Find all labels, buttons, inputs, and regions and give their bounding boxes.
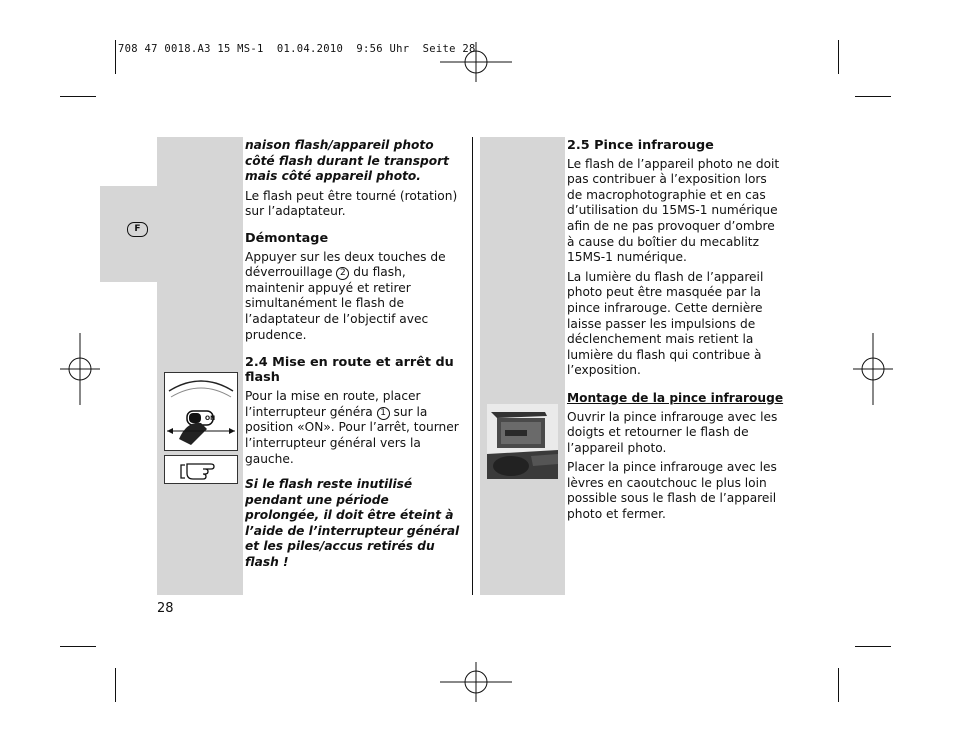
column-divider — [472, 137, 473, 595]
storage-warning: Si le flash reste inutilisé pendant une période prolongée, il doit être éteint à l’aide de l’interrupteur général et les piles/accus retirés du flash ! — [245, 477, 460, 570]
section-25-heading: 2.5 Pince infrarouge — [567, 138, 714, 153]
page-number: 28 — [157, 601, 174, 616]
left-column — [245, 138, 467, 577]
power-text-a: Pour la mise en route, placer l’interrupteur généra — [245, 389, 421, 419]
demontage-text-a: Appuyer sur les deux touches de déverrouillage — [245, 249, 446, 280]
section-24-title: 2.4 Mise en route et arrêt du flash — [245, 355, 454, 386]
transport-warning-intro: naison flash/appareil photo côté flash durant le transport mais côté appareil photo. — [245, 138, 449, 184]
registration-mark-bottom — [440, 662, 512, 702]
left-gray-band — [157, 137, 243, 595]
demontage-heading: Démontage — [245, 230, 329, 246]
rotate-text: Le flash peut être tourné (rotation) sur l’adaptateur. — [245, 188, 458, 219]
exposure-paragraph: Le flash de l’appareil photo ne doit pas contribuer à l’exposition lors de macrophotographie et en cas d’utilisation du 15MS-1 numérique afin de ne pas provoquer d’ombre à cause du boîtier du mecablitz 15MS-1 numérique. — [567, 156, 780, 265]
crop-mark — [855, 646, 891, 647]
crop-mark — [115, 668, 116, 702]
power-text — [245, 389, 467, 467]
montage-heading: Montage de la pince infrarouge — [567, 390, 784, 405]
demontage-text — [245, 250, 467, 344]
switch-illustration — [164, 372, 238, 451]
registration-mark-right — [853, 333, 893, 405]
crop-mark — [60, 96, 96, 97]
crop-mark — [60, 646, 96, 647]
right-gray-band — [480, 137, 565, 595]
masking-paragraph: La lumière du flash de l’appareil photo peut être masquée par la pince infrarouge. Cette dernière laisse passer les impulsions de déclenchement mais retient la lumière du flash qui contribue à l’exposition. — [567, 269, 764, 378]
callout-2: 2 — [336, 267, 349, 280]
crop-mark — [838, 40, 839, 74]
power-text-b: sur la position «ON». Pour l’arrêt, tourner l’interrupteur général vers la gauche. — [245, 404, 459, 466]
section-24-heading — [245, 355, 467, 385]
crop-mark — [838, 668, 839, 702]
language-badge: F — [127, 222, 148, 237]
registration-mark-left — [60, 333, 100, 405]
callout-1: 1 — [377, 407, 390, 420]
place-clip-paragraph: Placer la pince infrarouge avec les lèvres en caoutchouc le plus loin possible sous le flash de l’appareil photo et fermer. — [567, 460, 777, 522]
right-column — [567, 138, 785, 529]
open-clip-paragraph: Ouvrir la pince infrarouge avec les doigts et retourner le flash de l’appareil photo. — [567, 409, 778, 455]
switch-on-label: ON — [205, 415, 216, 422]
crop-mark — [115, 40, 116, 74]
infrared-clip-photo — [487, 404, 558, 479]
crop-mark — [855, 96, 891, 97]
demontage-text-b: du flash, maintenir appuyé et retirer simultanément le flash de l’adaptateur de l’objectif avec prudence. — [245, 265, 429, 342]
print-slug: 708 47 0018.A3 15 MS-1 01.04.2010 9:56 Uhr Seite 28 — [118, 43, 476, 55]
pointing-hand-icon — [164, 455, 238, 484]
